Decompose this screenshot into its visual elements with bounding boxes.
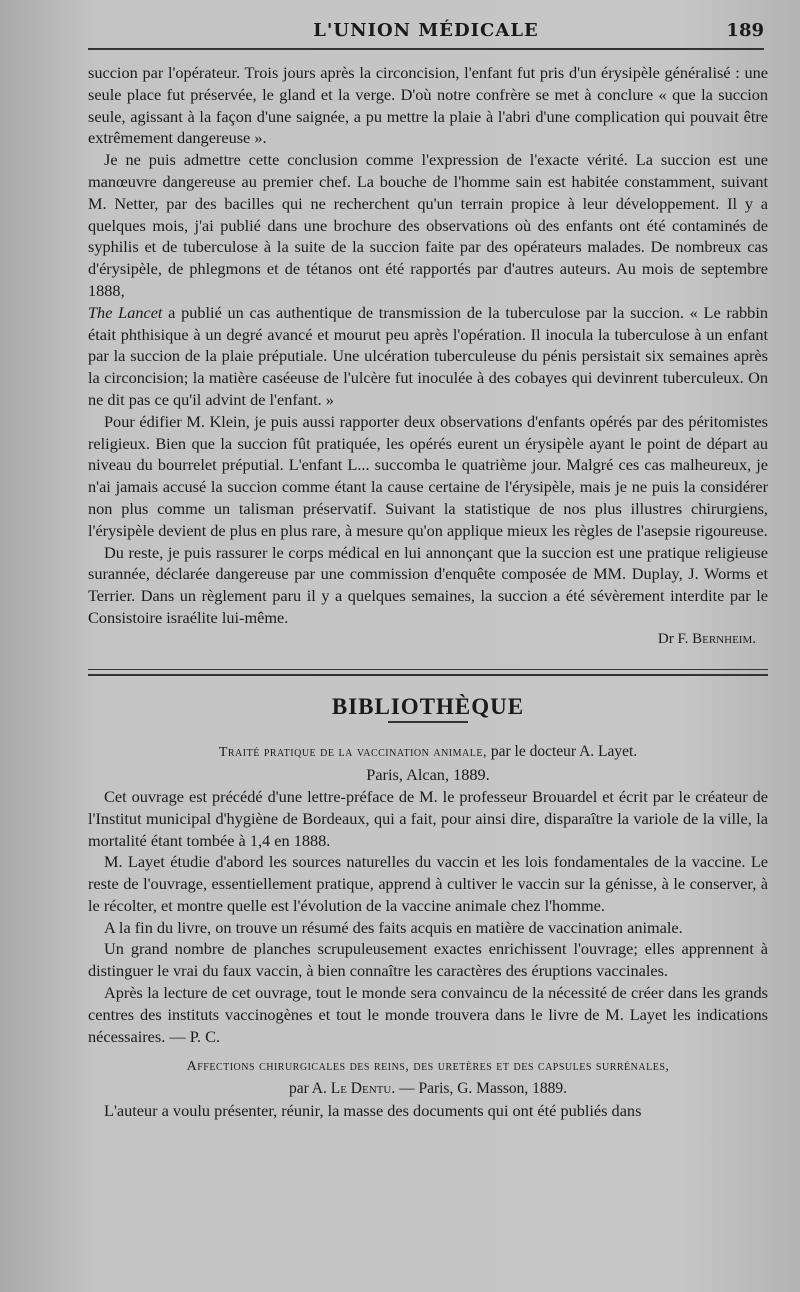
article-paragraph: Je ne puis admettre cette conclusion comme l'expression de l'exacte vérité. La succion est une manœuvre dangereuse au premier chef. La bouche de l'homme sain est habitée constamment, suivant M. Netter, par des bacilles qui ne recherchent qu'un terrain propice à leur développement. Il y a quelques mois, j'ai publié dans une brochure des observations où des enfants ont été contaminés de syphilis et de tuberculose à la suite de la succion faite par des opérateurs malades. De nombreux cas d'érysipèle, de phlegmons et de tétanos ont été rapportés par d'autres auteurs. Au mois de septembre 1888, — [88, 150, 768, 300]
signature-prefix: Dr F. — [657, 630, 689, 647]
author-signature — [88, 629, 756, 651]
review-author-2: Le Dentu. — [330, 1080, 396, 1098]
section-title-underline — [388, 721, 468, 723]
review-publication: Paris, Alcan, 1889. — [366, 765, 490, 785]
article-paragraph-lancet — [88, 302, 768, 411]
review-title: Traité pratique de la vaccination animale, — [218, 745, 487, 761]
review-heading — [88, 741, 768, 764]
article-paragraph: Du reste, je puis rassurer le corps médical en lui annonçant que la succion est une pratique religieuse surannée, déclarée dangereuse par une commission d'enquête composée de MM. Duplay, J. Worms et Terrier. Dans un règlement paru il y a quelques semaines, la succion a été sévèrement interdite par le Consistoire israélite lui-même. — [88, 542, 768, 627]
running-title: L'UNION MÉDICALE — [313, 20, 539, 41]
header-rule — [88, 48, 764, 50]
review-publication-2: — Paris, G. Masson, 1889. — [399, 1080, 568, 1098]
page-number: 189 — [726, 20, 764, 41]
review-heading-2 — [88, 1055, 768, 1100]
section-title: BIBLIOTHÈQUE — [331, 693, 525, 719]
review-paragraph: Après la lecture de cet ouvrage, tout le monde sera convaincu de la nécessité de créer dans les grands centres des instituts vaccinogènes et tout le monde trouvera dans le livre de M. Layet les indications nécessaires. — P. C. — [88, 983, 768, 1046]
review-paragraph: Cet ouvrage est précédé d'une lettre-préface de M. le professeur Brouardel et écrit par le créateur de l'Institut municipal d'hygiène de Bordeaux, qui a fait, pour ainsi dire, disparaître la variole de la ville, la mortalité étant tombée à 1,4 en 1888. — [88, 786, 768, 850]
article-paragraph-text: a publié un cas authentique de transmission de la tuberculose par la succion. « Le rabbin était phthisique à un degré avancé et mourut peu après l'opération. Il inocula la tuberculose à un enfant par la succion de la plaie préputiale. Une ulcération tuberculeuse du pénis persistait six semaines après la circoncision; la matière caséeuse de l'ulcère fut inoculée à des cobayes qui devinrent tuberculeux. On ne dit pas ce qu'il advint de l'enfant. » — [88, 302, 768, 409]
review-paragraph: A la fin du livre, on trouve un résumé des faits acquis en matière de vaccination animale. — [104, 917, 683, 937]
article-body — [88, 62, 768, 1122]
article-paragraph: succion par l'opérateur. Trois jours après la circoncision, l'enfant fut pris d'un érysipèle généralisé : une seule place fut préservée, le gland et la verge. D'où notre confrère se met à conclure « que la succion seule, agissant à la façon d'une saignée, a pu mettre la plaie à l'abri d'une complication qui pouvait être extrêmement dangereuse ». — [88, 63, 768, 148]
review-paragraph: M. Layet étudie d'abord les sources naturelles du vaccin et les lois fondamentales de la vaccine. Le reste de l'ouvrage, essentiellement pratique, apprend à cultiver le vaccin sur la génisse, à le conserver, à le récolter, et montre quelle est l'évolution de la vaccine animale chez l'homme. — [88, 852, 768, 915]
review-title-2: Affections chirurgicales des reins, des uretères et des capsules surrénales, — [186, 1059, 670, 1075]
review-author-prefix-2: par A. — [288, 1080, 327, 1098]
journal-name: The Lancet — [88, 302, 163, 322]
review-paragraph: L'auteur a voulu présenter, réunir, la masse des documents qui ont été publiés dans — [104, 1101, 642, 1121]
signature-name: Bernheim. — [692, 630, 756, 647]
review-author: par le docteur A. Layet. — [490, 743, 638, 761]
article-paragraph: Pour édifier M. Klein, je puis aussi rapporter deux observations d'enfants opérés par des péritomistes religieux. Bien que la succion fût pratiquée, les opérés eurent un érysipèle ayant le point de départ au niveau du bourrelet préputial. L'enfant L... succomba le quatrième jour. Malgré ces cas malheureux, je n'ai jamais accusé la succion comme étant la cause certaine de l'érysipèle, mais je ne puis la considérer non plus comme un talisman préservatif. Suivant la statistique de nos plus illustres chirurgiens, l'érysipèle devient de plus en plus rare, à mesure qu'on applique mieux les règles de l'asepsie rigoureuse. — [88, 411, 768, 540]
page-header — [88, 20, 764, 46]
section-divider — [88, 669, 768, 676]
review-paragraph: Un grand nombre de planches scrupuleusement exactes enrichissent l'ouvrage; elles apprennent à distinguer le vrai du faux vaccin, à bien connaître les caractères des éruptions vaccinales. — [88, 939, 768, 981]
